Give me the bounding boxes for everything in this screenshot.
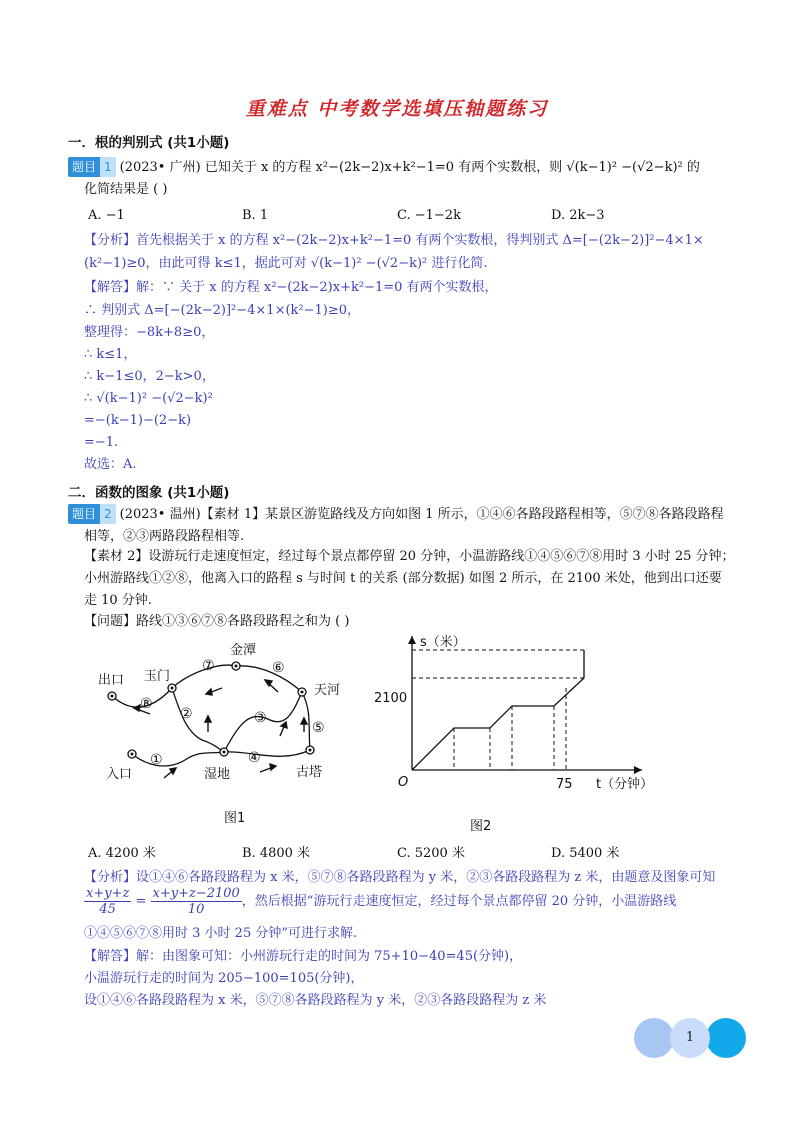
q1-option-c: C. −1−2k [397, 208, 461, 223]
q2-analysis-line3: ①④⑤⑥⑦⑧用时 3 小时 25 分钟”可进行求解. [84, 926, 358, 941]
segment-num-7: ⑦ [202, 658, 215, 674]
q2-stem1: (2023• 温州)【素材 1】某景区游览路线及方向如图 1 所示，①④⑥各路段路程相等，⑤⑦⑧各路段路程 [119, 507, 724, 522]
q1-solution-line3: 整理得：−8k+8≥0， [84, 325, 215, 340]
q2-solution-line1: 【解答】解：由图象可知：小州游玩行走的时间为 75+10−40=45(分钟)， [84, 949, 523, 964]
q1-solution-line8: =−1. [84, 435, 119, 450]
q2-stem-line5: 走 10 分钟. [84, 593, 152, 608]
q2-analysis-line2: $\frac{x+y+z}{45}$ = $\frac{x+y+z-2100}{10}$ ，然后根据“游玩行走速度恒定，经过每个景点都停留 20 分钟，小温游路线 [86, 886, 677, 917]
q2-stem-line2: 相等，②③两路段路程相等. [84, 529, 245, 544]
segment-num-8: ⑧ [140, 696, 153, 712]
section-heading-2: 二．函数的图象 (共1小题) [68, 485, 230, 501]
figure2-caption: 图2 [470, 819, 492, 834]
fraction-1: $\frac{x+y+z}{45}$ [86, 886, 130, 917]
label-yumen: 玉门 [144, 669, 171, 684]
graph-xlabel: t（分钟） [596, 777, 654, 792]
distance-curve [412, 678, 584, 770]
q2-analysis-line1: 【分析】设①④⑥各路段路程为 x 米，⑤⑦⑧各路段路程为 y 米，②③各路段路程为 z 米，由题意及图象可知 [84, 870, 716, 885]
route-segment-4 [224, 750, 310, 756]
q1-option-d: D. 2k−3 [551, 208, 605, 223]
q1-solution-line7: =−(k−1)−(2−k) [84, 413, 192, 428]
q1-stem-line2: 化简结果是 ( ) [84, 182, 168, 197]
section-heading-1: 一．根的判别式 (共1小题) [68, 135, 230, 151]
q1-option-a: A. −1 [88, 208, 125, 223]
q1-analysis-line2: (k²−1)≥0，由此可得 k≤1，据此可对 √(k−1)² −(√2−k)² 进行化简. [84, 256, 488, 271]
label-tianhe: 天河 [314, 683, 341, 698]
segment-num-2: ② [180, 706, 193, 722]
arrow-head-icon [281, 722, 287, 728]
q2-option-c: C. 5200 米 [397, 846, 465, 861]
q1-analysis-line1: 【分析】首先根据关于 x 的方程 x²−(2k−2)x+k²−1=0 有两个实数根，得判别式 Δ=[−(2k−2)]²−4×1× [84, 233, 704, 248]
q2-option-b: B. 4800 米 [242, 846, 311, 861]
q1-solution-line5: ∴ k−1≤0，2−k>0， [84, 369, 215, 384]
q2-solution-line2: 小温游玩行走的时间为 205−100=105(分钟)， [84, 971, 364, 986]
route-map-figure [90, 632, 360, 832]
page-decor-circle-right [706, 1018, 746, 1058]
graph-xtick-75: 75 [556, 777, 573, 792]
graph-origin: O [398, 775, 409, 790]
q1-stem-line1 [68, 157, 700, 177]
graph-ytick-2100: 2100 [374, 691, 408, 706]
q2-stem-line4: 小州游路线①②⑧，他离入口的路程 s 与时间 t 的关系 (部分数据) 如图 2 所示，在 2100 米处，他到出口还要 [84, 571, 722, 586]
q1-solution-line4: ∴ k≤1， [84, 347, 137, 362]
segment-num-5: ⑤ [312, 720, 325, 736]
q2-option-a: A. 4200 米 [88, 846, 156, 861]
page-decor-circle-left [634, 1018, 674, 1058]
q1-badge: 题目 [68, 157, 100, 177]
q1-solution-line2: ∴ 判别式 Δ=[−(2k−2)]²−4×1×(k²−1)≥0， [84, 303, 361, 318]
q2-option-d: D. 5400 米 [551, 846, 620, 861]
arrow-head-icon [270, 764, 276, 770]
q1-solution-line6: ∴ √(k−1)² −(√2−k)² [84, 391, 213, 406]
page-title: 重难点 中考数学选填压轴题练习 [245, 98, 549, 120]
segment-num-4: ④ [248, 750, 261, 766]
q2-stem-line1 [68, 504, 724, 524]
segment-num-1: ① [150, 752, 163, 768]
segment-num-6: ⑥ [272, 660, 285, 676]
page-number: 1 [670, 1018, 710, 1058]
route-segment-1 [132, 752, 224, 766]
q1-solution-line1: 【解答】解：∵ 关于 x 的方程 x²−(2k−2)x+k²−1=0 有两个实数根， [84, 280, 498, 295]
label-wetland: 湿地 [204, 767, 231, 782]
label-entrance: 入口 [106, 767, 133, 782]
label-jintan: 金潭 [230, 643, 257, 658]
q1-solution-line9: 故选：A. [84, 457, 137, 472]
label-exit: 出口 [98, 673, 125, 688]
figure1-caption: 图1 [224, 811, 246, 826]
graph-ylabel: s（米） [420, 635, 466, 650]
distance-time-graph [370, 628, 670, 840]
label-ancient-tower: 古塔 [296, 765, 323, 780]
q2-stem-line3: 【素材 2】设游玩行走速度恒定，经过每个景点都停留 20 分钟，小温游路线①④⑤⑥⑦⑧用时 3 小时 25 分钟； [84, 549, 735, 564]
q2-stem-line6: 【问题】路线①③⑥⑦⑧各路段路程之和为 ( ) [84, 614, 350, 629]
arrow-head-icon [205, 716, 211, 722]
arrow-head-icon [301, 718, 307, 724]
segment-num-3: ③ [254, 710, 267, 726]
q1-number: 1 [100, 157, 116, 177]
q2-badge: 题目 [68, 504, 100, 524]
fraction-2: $\frac{x+y+z-2100}{10}$ [152, 886, 240, 917]
q2-solution-line3: 设①④⑥各路段路程为 x 米，⑤⑦⑧各路段路程为 y 米，②③各路段路程为 z 米 [84, 993, 547, 1008]
q1-stem1: (2023• 广州) 已知关于 x 的方程 x²−(2k−2)x+k²−1=0 有两个实数根，则 √(k−1)² −(√2−k)² 的 [119, 160, 700, 175]
arrow-head-icon [206, 689, 212, 695]
route-segment-6 [236, 666, 302, 692]
q2-number: 2 [100, 504, 116, 524]
axis-arrow-icon [408, 636, 642, 774]
q1-option-b: B. 1 [242, 208, 269, 223]
